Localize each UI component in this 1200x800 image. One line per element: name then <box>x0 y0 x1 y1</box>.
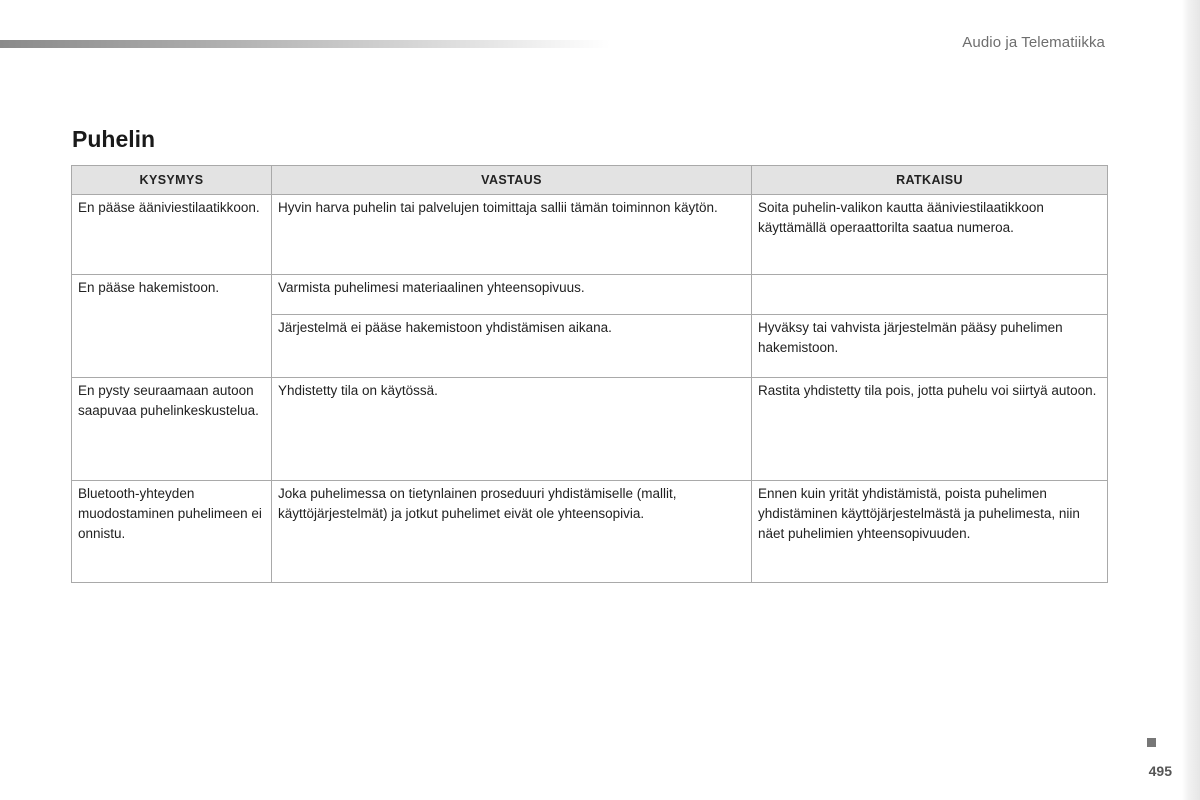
header-gradient-bar <box>0 40 610 48</box>
solution-cell: Hyväksy tai vahvista järjestelmän pääsy puhelimen hakemistoon. <box>752 315 1108 378</box>
table-row <box>72 195 1108 275</box>
question-cell: En pääse ääniviestilaatikkoon. <box>72 195 272 275</box>
table-row <box>72 378 1108 481</box>
section-header: Audio ja Telematiikka <box>962 34 1105 51</box>
page-edge-shadow <box>1182 0 1200 800</box>
answer-cell: Varmista puhelimesi materiaalinen yhteensopivuus. <box>272 275 752 315</box>
question-cell: En pääse hakemistoon. <box>72 275 272 378</box>
column-header-question: KYSYMYS <box>72 166 272 195</box>
answer-cell: Yhdistetty tila on käytössä. <box>272 378 752 481</box>
table-row <box>72 275 1108 315</box>
table-header-row <box>72 166 1108 195</box>
answer-cell: Joka puhelimessa on tietynlainen proseduuri yhdistämiselle (mallit, käyttöjärjestelmät) ja jotkut puhelimet eivät ole yhteensopivia. <box>272 481 752 583</box>
column-header-solution: RATKAISU <box>752 166 1108 195</box>
page-number: 495 <box>1148 763 1172 779</box>
question-cell: En pysty seuraamaan autoon saapuvaa puhelinkeskustelua. <box>72 378 272 481</box>
page-title: Puhelin <box>72 126 156 152</box>
table-row <box>72 481 1108 583</box>
solution-cell: Ennen kuin yrität yhdistämistä, poista puhelimen yhdistäminen käyttöjärjestelmästä ja puhelimesta, niin näet puhelimien yhteensopivuuden. <box>752 481 1108 583</box>
answer-cell: Järjestelmä ei pääse hakemistoon yhdistämisen aikana. <box>272 315 752 378</box>
column-header-answer: VASTAUS <box>272 166 752 195</box>
page-marker-square <box>1147 738 1156 747</box>
answer-cell: Hyvin harva puhelin tai palvelujen toimittaja sallii tämän toiminnon käytön. <box>272 195 752 275</box>
troubleshooting-table <box>71 165 1108 583</box>
solution-cell: Soita puhelin-valikon kautta ääniviestilaatikkoon käyttämällä operaattorilta saatua numeroa. <box>752 195 1108 275</box>
question-cell: Bluetooth-yhteyden muodostaminen puhelimeen ei onnistu. <box>72 481 272 583</box>
solution-cell <box>752 275 1108 315</box>
solution-cell: Rastita yhdistetty tila pois, jotta puhelu voi siirtyä autoon. <box>752 378 1108 481</box>
